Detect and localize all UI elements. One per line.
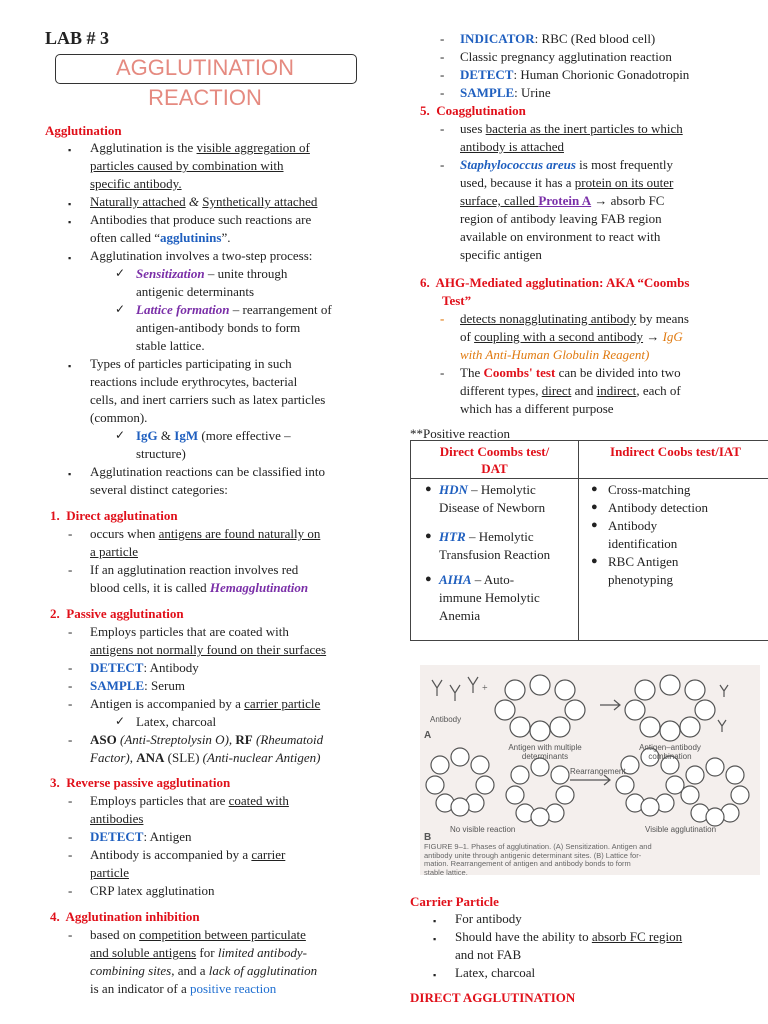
text-line: For antibody xyxy=(455,911,522,926)
dash-icon: - xyxy=(440,31,445,46)
bullet-icon: ▪ xyxy=(68,253,72,263)
text-line: SAMPLE: Urine xyxy=(460,85,551,100)
section-heading-direct: 1. Direct agglutination xyxy=(50,508,178,523)
text-line: of coupling with a second antibody → IgG xyxy=(460,329,683,344)
text-line: and not FAB xyxy=(455,947,522,962)
fig-label-antibody: Antibody xyxy=(430,715,462,724)
svg-text:+: + xyxy=(482,683,488,694)
text-line: Employs particles that are coated with xyxy=(90,793,289,808)
list-item: RBC Antigen xyxy=(608,554,679,569)
text-line: which has a different purpose xyxy=(460,401,614,416)
dash-icon: - xyxy=(68,927,73,942)
text-line: Factor), ANA (SLE) (Anti-nuclear Antigen) xyxy=(90,750,321,765)
bullet-icon: ▪ xyxy=(433,934,437,944)
text-line: If an agglutination reaction involves red xyxy=(90,562,299,577)
text-line: particle xyxy=(90,865,129,880)
table-cell xyxy=(579,479,768,641)
dash-icon: - xyxy=(68,847,73,862)
list-item: Cross-matching xyxy=(608,482,691,497)
dash-icon: - xyxy=(440,85,445,100)
section-heading-ahg-cont: Test” xyxy=(442,293,472,308)
text-line: Naturally attached & Synthetically attached xyxy=(90,194,318,209)
list-item: HTR – Hemolytic xyxy=(439,529,534,544)
text-line: Lattice formation – rearrangement of xyxy=(136,302,332,317)
fig-label-b: B xyxy=(424,832,432,843)
text-line: a particle xyxy=(90,544,138,559)
table-row xyxy=(411,479,768,641)
text-line: IgG & IgM (more effective – xyxy=(136,428,291,443)
text-line: based on competition between particulate xyxy=(90,927,306,942)
text-line: antigen-antibody bonds to form xyxy=(136,320,301,335)
dash-icon: - xyxy=(68,624,73,639)
text-line: Types of particles participating in such xyxy=(90,356,292,371)
text-line: antibodies xyxy=(90,811,144,826)
list-item: phenotyping xyxy=(608,572,673,587)
dash-icon: - xyxy=(68,732,73,747)
list-item: Antibody xyxy=(608,518,658,533)
section-heading-coagglutination: 5. Coagglutination xyxy=(420,103,526,118)
text-line: Latex, charcoal xyxy=(136,714,217,729)
section-heading-reverse: 3. Reverse passive agglutination xyxy=(50,775,231,790)
text-line: Classic pregnancy agglutination reaction xyxy=(460,49,672,64)
text-line: and soluble antigens for limited antibody- xyxy=(90,945,308,960)
text-line: Employs particles that are coated with xyxy=(90,624,289,639)
text-line: specific antibody. xyxy=(90,176,182,191)
dash-icon: - xyxy=(440,49,445,64)
bullet-icon: ▪ xyxy=(433,916,437,926)
text-line: several distinct categories: xyxy=(90,482,228,497)
text-line: SAMPLE: Serum xyxy=(90,678,185,693)
header-indirect: Indirect Coobs test/IAT xyxy=(610,444,741,459)
positive-reaction-note: **Positive reaction xyxy=(410,426,511,441)
fig-label-visible: Visible agglutination xyxy=(645,825,717,834)
header-direct-dat: DAT xyxy=(481,461,508,476)
page-title: AGGLUTINATION xyxy=(115,55,295,80)
text-line: antigenic determinants xyxy=(136,284,255,299)
text-line: (common). xyxy=(90,410,148,425)
dash-icon: - xyxy=(440,365,445,380)
list-item: Transfusion Reaction xyxy=(439,547,551,562)
text-line: Should have the ability to absorb FC region xyxy=(455,929,683,944)
dash-icon: - xyxy=(68,660,73,675)
text-line: with Anti-Human Globulin Reagent) xyxy=(460,347,650,362)
fig-label-antigen: Antigen with multiple determinants xyxy=(508,743,582,761)
text-line: reactions include erythrocytes, bacterial xyxy=(90,374,298,389)
text-line: CRP latex agglutination xyxy=(90,883,215,898)
checkmark-icon: ✓ xyxy=(115,266,126,280)
section-heading-passive: 2. Passive agglutination xyxy=(50,606,184,621)
figure-caption: FIGURE 9–1. Phases of agglutination. (A) Sensitization. Antigen and antibody unite through antigenic determinant sites. (B) Lattice for- mation. Rearrangement of antigen and antibody bonds to form stable lattice. xyxy=(424,842,652,877)
text-line: blood cells, it is called Hemagglutination xyxy=(90,580,309,595)
text-line: occurs when antigens are found naturally on xyxy=(90,526,321,541)
text-line: DETECT: Antibody xyxy=(90,660,199,675)
fig-label-combination: Antigen–antibody combination xyxy=(639,743,701,761)
section-heading-ahg: 6. AHG-Mediated agglutination: AKA “Coombs xyxy=(420,275,690,290)
bullet-icon: ▪ xyxy=(68,145,72,155)
text-line: Staphylococcus areus is most frequently xyxy=(460,157,674,172)
list-item: AIHA – Auto- xyxy=(439,572,515,587)
agglutination-figure xyxy=(420,665,760,875)
dash-icon: - xyxy=(68,793,73,808)
text-line: surface, called Protein A → absorb FC xyxy=(460,193,665,208)
bullet-icon: ▪ xyxy=(68,199,72,209)
table-cell xyxy=(411,479,579,641)
bullet-icon: ● xyxy=(591,501,598,513)
text-line: used, because it has a protein on its outer xyxy=(460,175,674,190)
fig-label-a: A xyxy=(424,730,432,741)
dash-icon: - xyxy=(68,678,73,693)
bullet-icon: ▪ xyxy=(68,361,72,371)
checkmark-icon: ✓ xyxy=(115,714,126,728)
table-header-cell xyxy=(411,441,579,479)
list-item: Disease of Newborn xyxy=(439,500,546,515)
table-header-cell xyxy=(579,441,768,479)
text-line: uses bacteria as the inert particles to which xyxy=(460,121,683,136)
text-line: different types, direct and indirect, each of xyxy=(460,383,681,398)
text-line: available on environment to react with xyxy=(460,229,661,244)
list-item: identification xyxy=(608,536,678,551)
text-line: combining sites, and a lack of agglutination xyxy=(90,963,318,978)
text-line: particles caused by combination with xyxy=(90,158,284,173)
bullet-icon: ● xyxy=(591,519,598,531)
section-heading-agglutination: Agglutination xyxy=(45,123,122,138)
bullet-icon: ▪ xyxy=(68,469,72,479)
text-line: Antigen is accompanied by a carrier particle xyxy=(90,696,321,711)
bullet-icon: ● xyxy=(425,530,432,542)
header-direct: Direct Coombs test/ xyxy=(439,444,550,459)
text-line: DETECT: Human Chorionic Gonadotropin xyxy=(460,67,690,82)
fig-label-no-visible: No visible reaction xyxy=(450,825,516,834)
text-line: region of antibody leaving FAB region xyxy=(460,211,662,226)
text-line: Latex, charcoal xyxy=(455,965,536,980)
bullet-icon: ● xyxy=(591,483,598,495)
checkmark-icon: ✓ xyxy=(115,428,126,442)
section-heading-inhibition: 4. Agglutination inhibition xyxy=(50,909,200,924)
dash-icon: - xyxy=(440,67,445,82)
text-line: detects nonagglutinating antibody by means xyxy=(460,311,689,326)
text-line: ASO (Anti-Streptolysin O), RF (Rheumatoid xyxy=(90,732,324,747)
text-line: Sensitization – unite through xyxy=(136,266,288,281)
list-item: HDN – Hemolytic xyxy=(439,482,536,497)
dash-icon: - xyxy=(440,311,445,326)
coombs-table xyxy=(410,440,768,641)
checkmark-icon: ✓ xyxy=(115,302,126,316)
text-line: antibody is attached xyxy=(460,139,564,154)
list-item: Anemia xyxy=(439,608,481,623)
text-line: DETECT: Antigen xyxy=(90,829,192,844)
section-heading-carrier: Carrier Particle xyxy=(410,894,499,909)
fig-label-rearrangement: Rearrangement xyxy=(570,767,626,776)
dash-icon: - xyxy=(68,883,73,898)
text-line: Agglutination involves a two-step process: xyxy=(90,248,313,263)
text-line: Agglutination is the visible aggregation of xyxy=(90,140,310,155)
bullet-icon: ▪ xyxy=(68,217,72,227)
dash-icon: - xyxy=(68,526,73,541)
table-header-row xyxy=(411,441,768,479)
text-line: is an indicator of a positive reaction xyxy=(90,981,277,996)
list-item: immune Hemolytic xyxy=(439,590,540,605)
text-line: structure) xyxy=(136,446,186,461)
bullet-icon: ▪ xyxy=(433,970,437,980)
bullet-icon: ● xyxy=(425,573,432,585)
text-line: often called “agglutinins”. xyxy=(90,230,231,245)
dash-icon: - xyxy=(68,696,73,711)
dash-icon: - xyxy=(68,829,73,844)
text-line: The Coombs' test can be divided into two xyxy=(460,365,681,380)
text-line: Agglutination reactions can be classified into xyxy=(90,464,326,479)
bullet-icon: ● xyxy=(591,555,598,567)
bullet-icon: ● xyxy=(425,483,432,495)
text-line: Antibodies that produce such reactions are xyxy=(90,212,312,227)
text-line: stable lattice. xyxy=(136,338,205,353)
dash-icon: - xyxy=(68,562,73,577)
text-line: specific antigen xyxy=(460,247,542,262)
dash-icon: - xyxy=(440,121,445,136)
page-subtitle: REACTION xyxy=(148,85,262,110)
list-item: Antibody detection xyxy=(608,500,709,515)
dash-icon: - xyxy=(440,157,445,172)
text-line: Antibody is accompanied by a carrier xyxy=(90,847,286,862)
section-heading-direct-agglutination: DIRECT AGGLUTINATION xyxy=(410,990,576,1005)
lab-number: LAB # 3 xyxy=(45,28,110,48)
text-line: INDICATOR: RBC (Red blood cell) xyxy=(460,31,656,46)
text-line: cells, and inert carriers such as latex particles xyxy=(90,392,326,407)
text-line: antigens not normally found on their surfaces xyxy=(90,642,327,657)
